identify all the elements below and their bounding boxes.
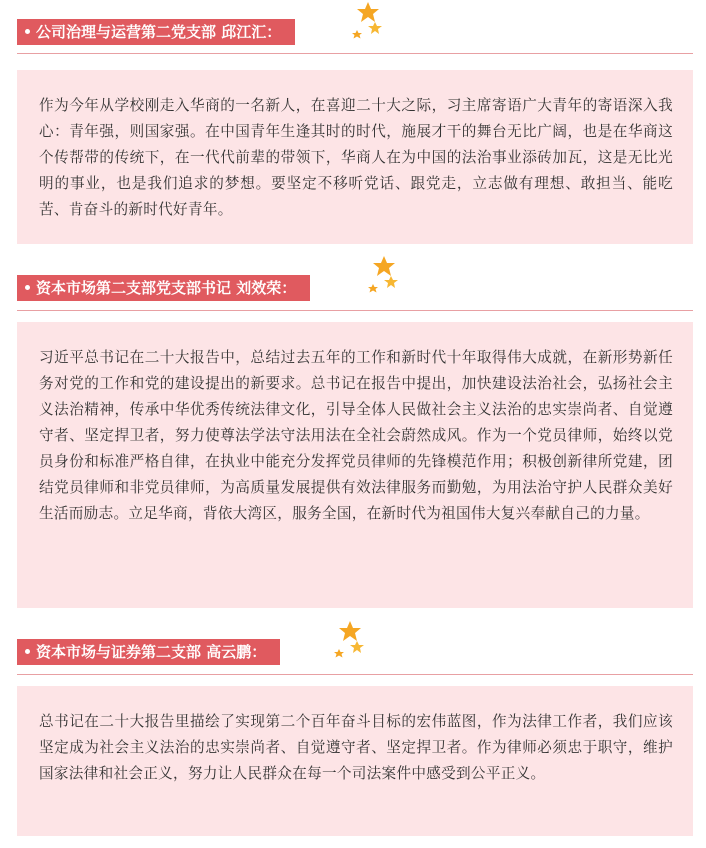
section-body: 习近平总书记在二十大报告中，总结过去五年的工作和新时代十年取得伟大成就，在新形势新任务对党的工作和党的建设提出的新要求。总书记在报告中提出，加快建设法治社会，弘扬社会主义法治精神，传承中华优秀传统法律文化，引导全体人民做社会主义法治的忠实崇尚者、自觉遵守者、坚定捍卫者，努力使尊法学法守法用法在全社会蔚然成风。作为一个党员律师，始终以党员身份和标准严格自律，在执业中能充分发挥党员律师的先锋模范作用；积极创新律所党建，团结党员律师和非党员律师，为高质量发展提供有效法律服务而勤勉，为用法治守护人民群众美好生活而励志。立足华商，背依大湾区，服务全国，在新时代为祖国伟大复兴奉献自己的力量。 — [17, 322, 693, 608]
section-divider — [17, 53, 693, 54]
star-decoration-icon — [364, 254, 404, 298]
bullet-dot-icon — [25, 649, 30, 654]
bullet-dot-icon — [25, 29, 30, 34]
section-header — [17, 19, 295, 45]
section-header — [17, 639, 280, 665]
section-title: 资本市场与证券第二支部 高云鹏： — [36, 643, 267, 661]
section-header — [17, 275, 310, 301]
star-decoration-icon — [330, 619, 370, 663]
section-divider — [17, 310, 693, 311]
star-decoration-icon — [348, 0, 388, 44]
section-title: 资本市场第二支部党支部书记 刘效荣： — [36, 279, 297, 297]
section-divider — [17, 674, 693, 675]
section-title: 公司治理与运营第二党支部 邱江汇： — [36, 23, 282, 41]
section-body: 作为今年从学校刚走入华商的一名新人，在喜迎二十大之际，习主席寄语广大青年的寄语深入我心：青年强，则国家强。在中国青年生逢其时的时代，施展才干的舞台无比广阔，也是在华商这个传帮带的传统下，在一代代前辈的带领下，华商人在为中国的法治事业添砖加瓦，这是无比光明的事业，也是我们追求的梦想。要坚定不移听党话、跟党走，立志做有理想、敢担当、能吃苦、肯奋斗的新时代好青年。 — [17, 70, 693, 244]
bullet-dot-icon — [25, 285, 30, 290]
section-body: 总书记在二十大报告里描绘了实现第二个百年奋斗目标的宏伟蓝图，作为法律工作者，我们应该坚定成为社会主义法治的忠实崇尚者、自觉遵守者、坚定捍卫者。作为律师必须忠于职守，维护国家法律和社会正义，努力让人民群众在每一个司法案件中感受到公平正义。 — [17, 686, 693, 836]
